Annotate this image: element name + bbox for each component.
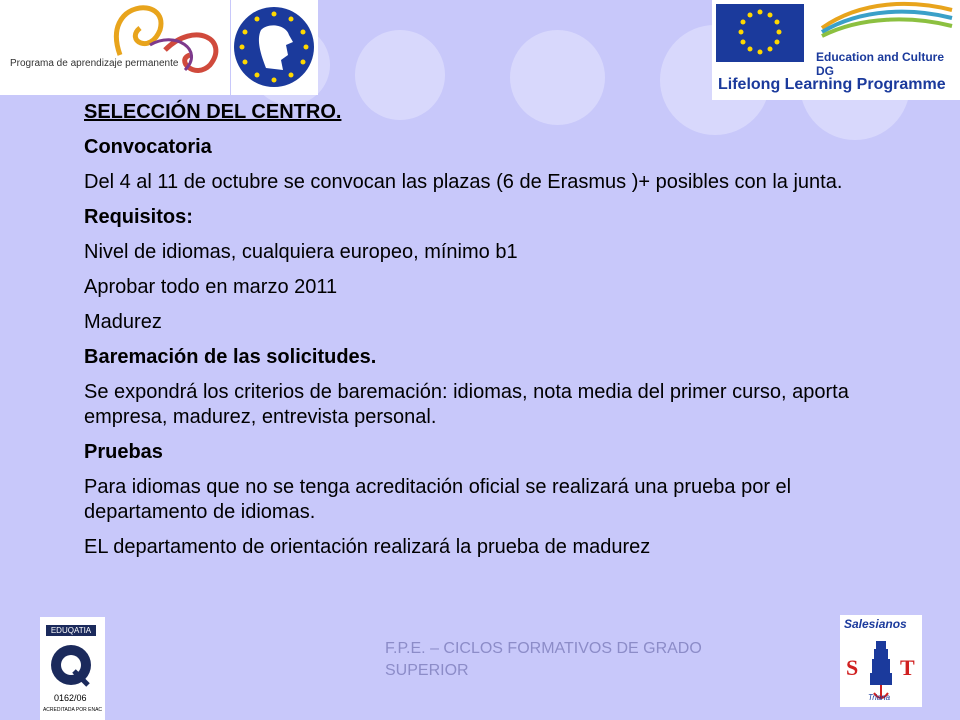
tower-icon	[870, 641, 892, 685]
eduqatia-badge	[40, 617, 105, 720]
baremacion-heading: Baremación de las solicitudes.	[84, 346, 377, 368]
pruebas-idiomas-text: Para idiomas que no se tenga acreditación oficial se realizará una prueba por el departamento de idiomas.	[84, 476, 792, 523]
svg-text:S: S	[846, 655, 859, 680]
programa-swirl-icon	[0, 0, 230, 95]
programa-logo	[0, 0, 230, 95]
pruebas-heading: Pruebas	[84, 441, 163, 463]
eduqatia-code: 0162/06	[54, 693, 87, 703]
slide-title: SELECCIÓN DEL CENTRO.	[84, 101, 342, 123]
pruebas-madurez-text: EL departamento de orientación realizará la prueba de madurez	[84, 536, 651, 558]
programa-logo-text: Programa de aprendizaje permanente	[10, 58, 179, 69]
convocatoria-text: Del 4 al 11 de octubre se convocan las plazas (6 de Erasmus )+ posibles con la junta.	[84, 171, 843, 193]
convocatoria-heading: Convocatoria	[84, 136, 212, 158]
slide-content	[84, 100, 874, 560]
requisito-idiomas: Nivel de idiomas, cualquiera europeo, mínimo b1	[84, 241, 518, 263]
footer-text: F.P.E. – CICLOS FORMATIVOS DE GRADO SUPERIOR	[385, 640, 702, 679]
eduqatia-label: EDUQATIA	[46, 625, 96, 636]
llp-text: Lifelong Learning Programme	[718, 76, 946, 93]
eu-logo-text: Education and Culture DG	[816, 50, 945, 78]
salesianos-label: Salesianos	[844, 617, 907, 631]
baremacion-text: Se expondrá los criterios de baremación: idiomas, nota media del primer curso, aporta empresa, madurez, entrevista personal.	[84, 381, 849, 428]
requisitos-heading: Requisitos:	[84, 206, 193, 228]
salesianos-logo	[840, 615, 922, 707]
eu-programme-logo	[712, 0, 960, 100]
svg-text:T: T	[900, 655, 915, 680]
requisito-madurez: Madurez	[84, 311, 162, 333]
salesianos-sub: Triana	[868, 693, 891, 702]
requisito-aprobar: Aprobar todo en marzo 2011	[84, 276, 338, 298]
eu-badge	[231, 0, 318, 95]
eduqatia-enac: ACREDITADA POR ENAC	[42, 707, 103, 713]
